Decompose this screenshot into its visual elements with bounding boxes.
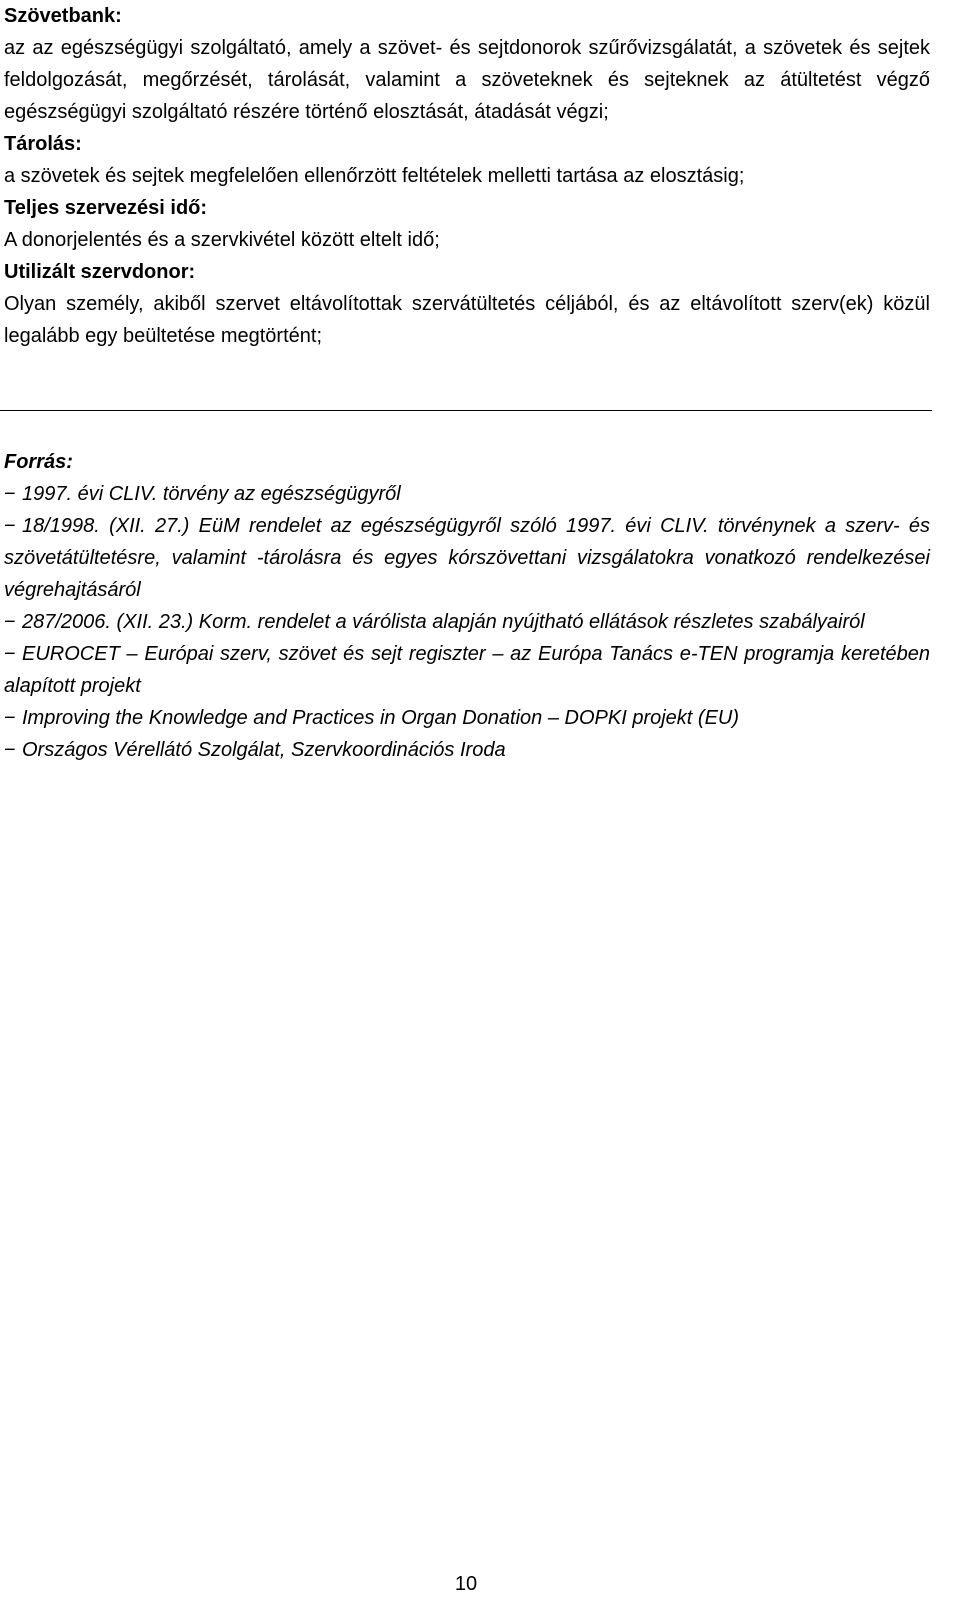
definition-utilizalt-szervdonor: Olyan személy, akiből szervet eltávolítottak szervátültetés céljából, és az eltávolított szerv(ek) közül legalább egy beültetése megtörtént; — [4, 293, 930, 347]
footnote-separator-line — [0, 410, 932, 411]
term-utilizalt-szervdonor: Utilizált szervdonor: — [4, 261, 196, 283]
source-text: 18/1998. (XII. 27.) EüM rendelet az egészségügyről szóló 1997. évi CLIV. törvénynek a szerv- és szövetátültetésre, valamint -tárolásra és egyes kórszövettani vizsgálatokra vonatkozó rendelkezései végrehajtásáról — [4, 515, 930, 601]
source-item — [4, 478, 930, 510]
dash-bullet: − — [4, 643, 16, 665]
source-text: Improving the Knowledge and Practices in Organ Donation – DOPKI projekt (EU) — [22, 707, 740, 729]
dash-bullet: − — [4, 611, 16, 633]
definition-szovetbank: az az egészségügyi szolgáltató, amely a szövet- és sejtdonorok szűrővizsgálatát, a szövetek és sejtek feldolgozását, megőrzését, tárolását, valamint a szöveteknek és sejteknek az átültetést végző egészségügyi szolgáltató részére történő elosztását, átadását végzi; — [4, 37, 930, 123]
source-text: 287/2006. (XII. 23.) Korm. rendelet a várólista alapján nyújtható ellátások részletes szabályairól — [22, 611, 865, 633]
source-item — [4, 702, 930, 734]
definition-teljes-szervezesi-ido: A donorjelentés és a szervkivétel között eltelt idő; — [4, 229, 440, 251]
source-text: Országos Vérellátó Szolgálat, Szervkoordinációs Iroda — [22, 739, 506, 761]
source-item — [4, 734, 930, 766]
source-item — [4, 606, 930, 638]
dash-bullet: − — [4, 739, 16, 761]
definitions-section — [4, 0, 930, 352]
source-text: 1997. évi CLIV. törvény az egészségügyről — [22, 483, 401, 505]
sources-title: Forrás: — [4, 451, 73, 473]
dash-bullet: − — [4, 483, 16, 505]
term-szovetbank: Szövetbank: — [4, 5, 122, 27]
term-teljes-szervezesi-ido: Teljes szervezési idő: — [4, 197, 208, 219]
definition-tarolas: a szövetek és sejtek megfelelően ellenőrzött feltételek melletti tartása az elosztásig; — [4, 165, 745, 187]
source-item — [4, 510, 930, 606]
source-text: EUROCET – Európai szerv, szövet és sejt regiszter – az Európa Tanács e-TEN programja keretében alapított projekt — [4, 643, 930, 697]
dash-bullet: − — [4, 515, 16, 537]
source-item — [4, 638, 930, 702]
term-tarolas: Tárolás: — [4, 133, 82, 155]
page-number: 10 — [454, 1573, 478, 1595]
sources-section — [4, 446, 930, 766]
dash-bullet: − — [4, 707, 16, 729]
